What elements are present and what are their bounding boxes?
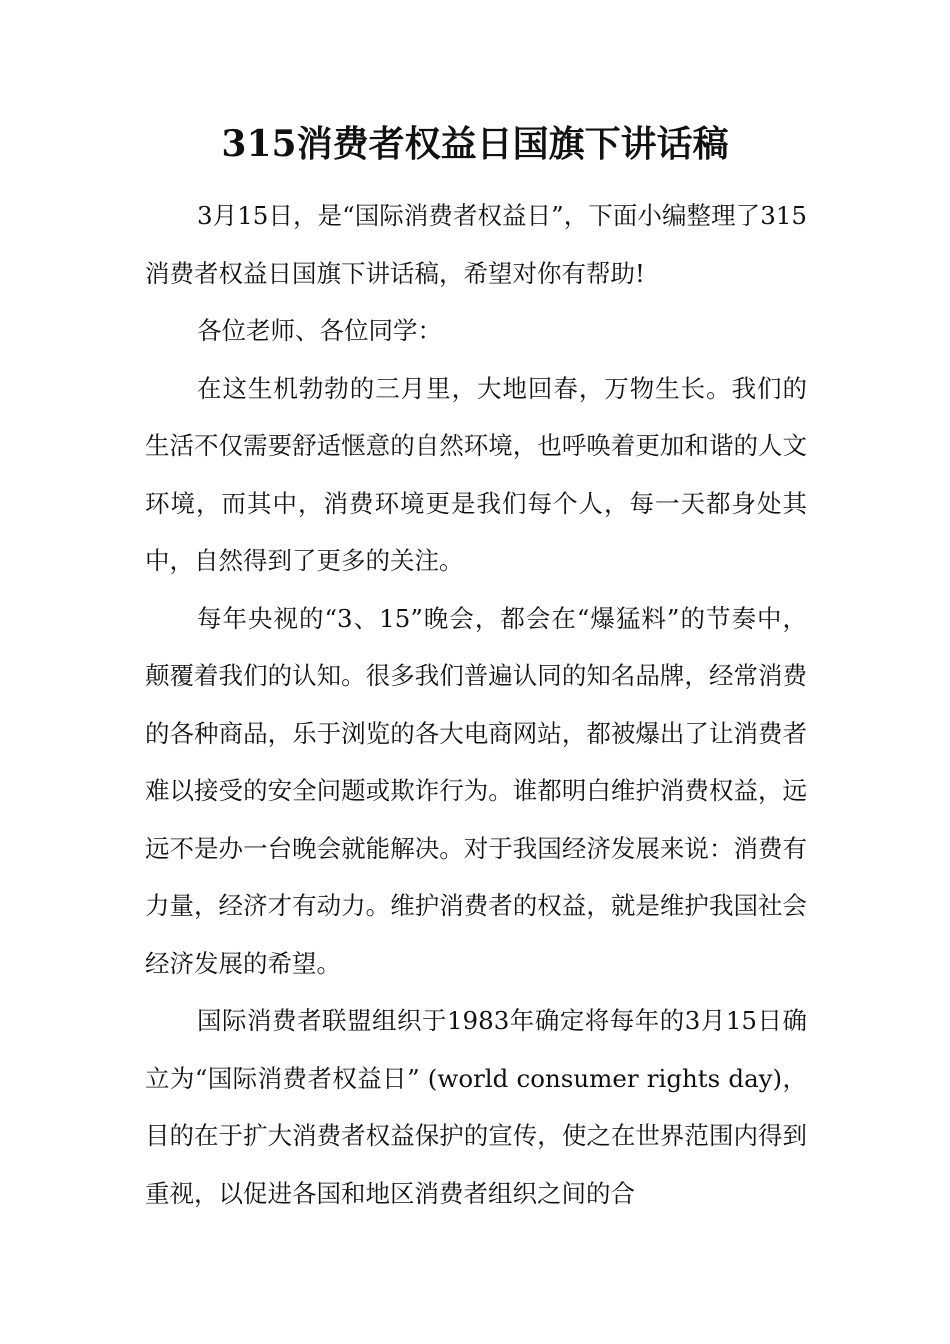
- body-paragraph-1: 在这生机勃勃的三月里，大地回春，万物生长。我们的生活不仅需要舒适惬意的自然环境，也呼唤着更加和谐的人文环境，而其中，消费环境更是我们每个人，每一天都身处其中，自然得到了更多的关注。: [145, 373, 807, 575]
- body-paragraph-3: 国际消费者联盟组织于1983年确定将每年的3月15日确立为“国际消费者权益日” (world consumer rights day)，目的在于扩大消费者权益保护的宣传，使之在世界范围内得到重视，以促进各国和地区消费者组织之间的合: [145, 1006, 807, 1208]
- document-title: 315消费者权益日国旗下讲话稿: [221, 123, 729, 165]
- salutation-paragraph: 各位老师、各位同学：: [197, 316, 442, 345]
- document-body: [145, 187, 807, 1222]
- intro-paragraph: 3月15日，是“国际消费者权益日”，下面小编整理了315消费者权益日国旗下讲话稿，希望对你有帮助!: [145, 201, 807, 288]
- body-paragraph-2: 每年央视的“3、15”晚会，都会在“爆猛料”的节奏中，颠覆着我们的认知。很多我们普遍认同的知名品牌，经常消费的各种商品，乐于浏览的各大电商网站，都被爆出了让消费者难以接受的安全问题或欺诈行为。谁都明白维护消费权益，远远不是办一台晚会就能解决。对于我国经济发展来说：消费有力量，经济才有动力。维护消费者的权益，就是维护我国社会经济发展的希望。: [145, 603, 807, 978]
